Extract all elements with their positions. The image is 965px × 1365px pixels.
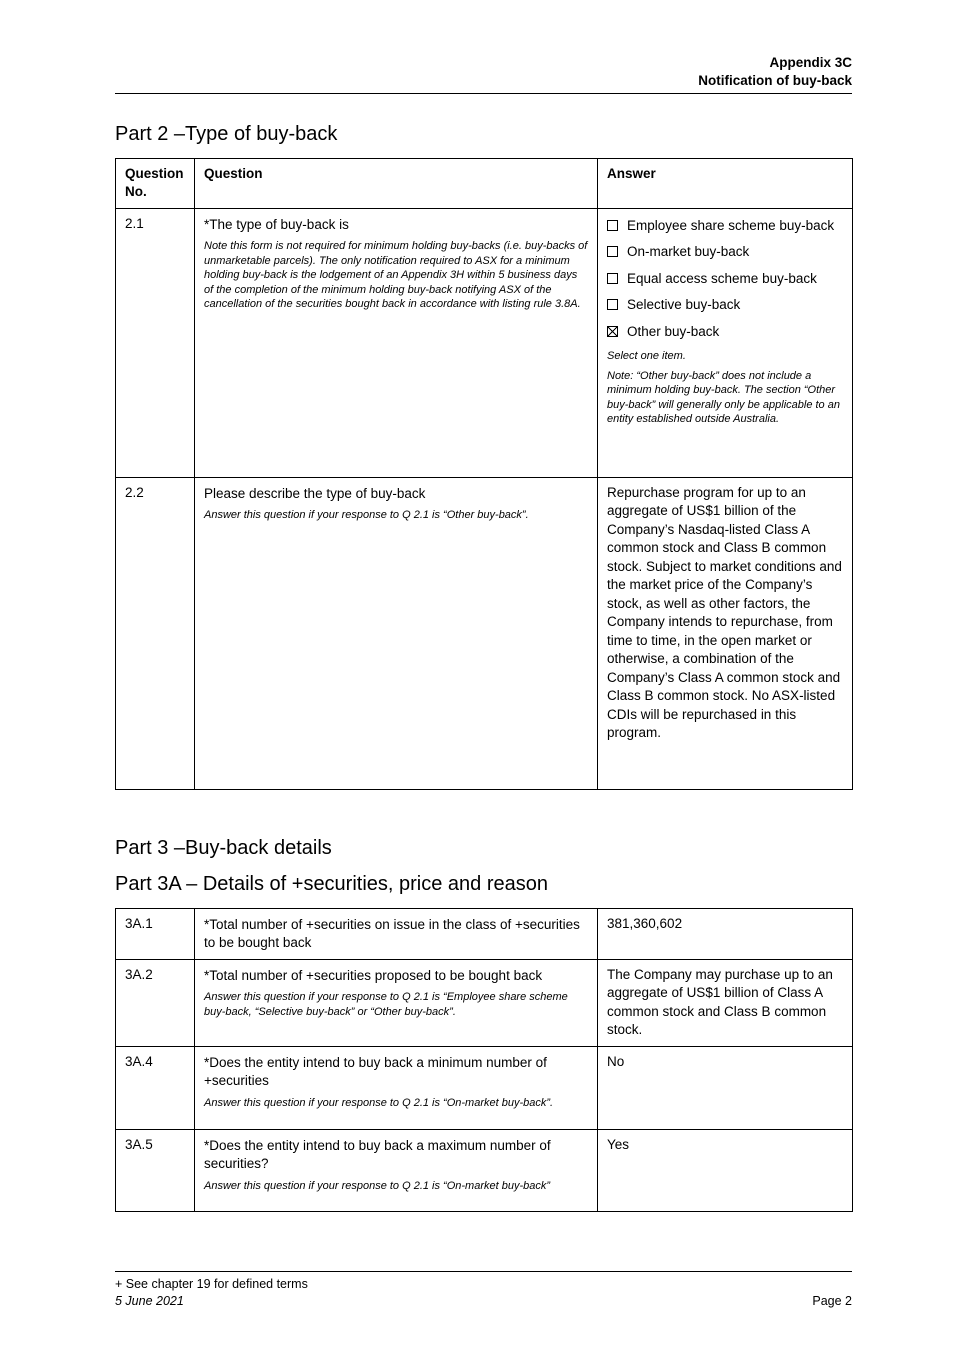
question-cell bbox=[195, 208, 598, 477]
question-cell bbox=[195, 908, 598, 959]
answer-text: Yes bbox=[607, 1136, 630, 1152]
question-text: *Does the entity intend to buy back a minimum number of +securities bbox=[204, 1054, 547, 1089]
header-rule bbox=[115, 93, 852, 94]
answer-cell bbox=[598, 208, 853, 477]
question-no-cell: 3A.2 bbox=[116, 959, 195, 1046]
checkbox-icon bbox=[607, 220, 618, 231]
answer-text: No bbox=[607, 1053, 625, 1069]
question-no-cell: 2.1 bbox=[116, 208, 195, 477]
checkbox-icon bbox=[607, 273, 618, 284]
answer-text: 381,360,602 bbox=[607, 915, 683, 931]
page-number: Page 2 bbox=[812, 1294, 852, 1308]
question-cell bbox=[195, 1129, 598, 1211]
footer-rule bbox=[115, 1271, 852, 1272]
question-text: *Total number of +securities on issue in the class of +securities to be bought back bbox=[204, 916, 580, 951]
answer-text: Repurchase program for up to an aggregate of US$1 billion of the Company’s Nasdaq-listed Class A common stock and Class B common stock. Subject to market conditions and the market price of the Company’s stock, as well as other factors, the Company intends to repurchase, from time to time, in the open market or otherwise, a combination of the Company’s Class A common stock and Class B common stock. No ASX-listed CDIs will be repurchased in this program. bbox=[607, 484, 842, 741]
question-no-cell: 2.2 bbox=[116, 477, 195, 789]
question-text: *Total number of +securities proposed to be bought back bbox=[204, 967, 543, 983]
checkbox-option-equal-access[interactable] bbox=[607, 270, 843, 288]
question-note: Answer this question if your response to Q 2.1 is “On-market buy-back”. bbox=[204, 1096, 554, 1109]
question-cell bbox=[195, 477, 598, 789]
col-header-answer: Answer bbox=[598, 159, 853, 209]
table-row-3a-2 bbox=[116, 959, 853, 1046]
part3a-title: Part 3A – Details of +securities, price and reason bbox=[115, 872, 549, 895]
question-text: *The type of buy-back is bbox=[204, 216, 349, 232]
checkbox-icon bbox=[607, 246, 618, 257]
checkbox-label: Selective buy-back bbox=[627, 297, 741, 313]
answer-cell bbox=[598, 1046, 853, 1129]
checkbox-option-on-market[interactable] bbox=[607, 243, 843, 261]
question-no-cell: 3A.4 bbox=[116, 1046, 195, 1129]
question-no-cell: 3A.1 bbox=[116, 908, 195, 959]
checkbox-label: Other buy-back bbox=[627, 323, 720, 339]
question-note: Note this form is not required for minimum holding buy-backs (i.e. buy-backs of unmarketable parcels). The only notification required to ASX for a minimum holding buy-back is the lodgement of an Appendix 3H within 5 business days of the completion of the minimum holding buy-back notifying ASX of the cancellation of the securities bought back in accordance with listing rule 3.8A. bbox=[204, 240, 588, 311]
table-header-row bbox=[116, 159, 853, 209]
other-buyback-note: Note: “Other buy-back” does not include a minimum holding buy-back. The section “Other buy-back” will generally only be applicable to an entity established outside Australia. bbox=[607, 369, 840, 426]
checkbox-icon bbox=[607, 299, 618, 310]
table-row-2-2 bbox=[116, 477, 853, 789]
header-subtitle: Notification of buy-back bbox=[698, 73, 852, 88]
checkbox-option-selective[interactable] bbox=[607, 296, 843, 314]
part2-table bbox=[115, 158, 853, 790]
table-row-3a-1 bbox=[116, 908, 853, 959]
question-cell bbox=[195, 1046, 598, 1129]
checkbox-icon-checked bbox=[607, 326, 618, 337]
table-row-2-1 bbox=[116, 208, 853, 477]
checkbox-label: Employee share scheme buy-back bbox=[627, 217, 835, 233]
answer-text: The Company may purchase up to an aggregate of US$1 billion of Class A common stock and Class B common stock. bbox=[607, 966, 833, 1038]
table-row-3a-5 bbox=[116, 1129, 853, 1211]
answer-cell bbox=[598, 1129, 853, 1211]
col-header-question-no: Question No. bbox=[116, 159, 195, 209]
answer-cell bbox=[598, 908, 853, 959]
part2-title: Part 2 –Type of buy-back bbox=[115, 123, 338, 145]
col-header-question: Question bbox=[195, 159, 598, 209]
footer-date: 5 June 2021 bbox=[115, 1294, 184, 1308]
question-note: Answer this question if your response to Q 2.1 is “On-market buy-back” bbox=[204, 1179, 551, 1192]
question-note: Answer this question if your response to Q 2.1 is “Other buy-back”. bbox=[204, 509, 529, 522]
question-text: Please describe the type of buy-back bbox=[204, 485, 426, 501]
checkbox-option-employee-share-scheme[interactable] bbox=[607, 217, 843, 235]
question-note: Answer this question if your response to Q 2.1 is “Employee share scheme buy-back, “Selective buy-back” or “Other buy-back”. bbox=[204, 991, 568, 1018]
part3a-table bbox=[115, 908, 853, 1212]
question-no-cell: 3A.5 bbox=[116, 1129, 195, 1211]
answer-cell bbox=[598, 477, 853, 789]
part3-title: Part 3 –Buy-back details bbox=[115, 836, 332, 859]
document-header bbox=[115, 0, 852, 90]
question-cell bbox=[195, 959, 598, 1046]
checkbox-option-other[interactable] bbox=[607, 323, 843, 341]
page-footer bbox=[115, 1271, 852, 1310]
question-text: *Does the entity intend to buy back a maximum number of securities? bbox=[204, 1137, 551, 1172]
checkbox-label: Equal access scheme buy-back bbox=[627, 270, 817, 286]
answer-cell bbox=[598, 959, 853, 1046]
checkbox-label: On-market buy-back bbox=[627, 244, 750, 260]
defined-terms-note: + See chapter 19 for defined terms bbox=[115, 1277, 308, 1291]
select-one-note: Select one item. bbox=[607, 350, 686, 363]
header-appendix: Appendix 3C bbox=[769, 55, 852, 70]
table-row-3a-4 bbox=[116, 1046, 853, 1129]
